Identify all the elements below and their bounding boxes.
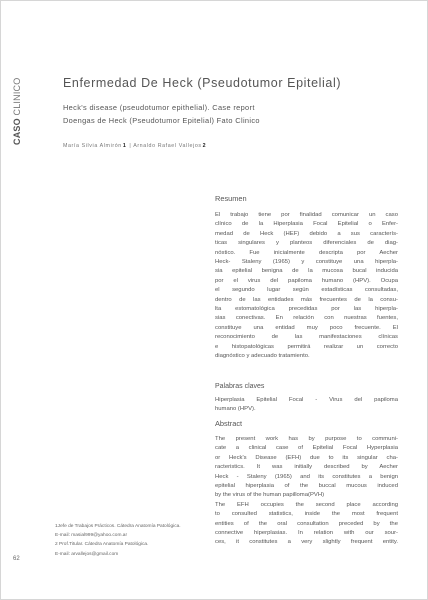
resumen-line: e histopatológicas permitirá realizar un correcto: [215, 343, 398, 350]
footnote-line: 2 Prof.Titular. Cátedra Anatomía Patológica.: [55, 542, 149, 548]
abstract-line: racteristics. It was initially described by Aecher: [215, 464, 398, 471]
footnote-line: E-mail: masial999@yahoo.com.ar: [55, 533, 128, 539]
abstract-heading: Abstract: [215, 419, 243, 428]
abstract-line: The EFH occupies the second place according: [215, 501, 398, 508]
abstract-line: Heck - Staleny (1965) and its constitutes a benign: [215, 473, 398, 480]
abstract-line: The present work has by purpose to communi-: [215, 436, 398, 442]
page-number: 62: [13, 556, 20, 562]
author-1: María Silvia Almirón: [63, 143, 122, 149]
resumen-line: El trabajo tiene por finalidad comunicar un caso: [215, 212, 398, 218]
resumen-line: Heck- Staleny (1965) y constituye una hiperpla-: [215, 259, 398, 266]
keywords-text: [215, 396, 398, 415]
resumen-line: sia epitelial benigna de la mucosa bucal inducida: [215, 268, 398, 275]
author-2: Arnaldo Rafael Vallejos: [133, 143, 202, 149]
abstract-line: by the virus of the human papilloma(PVH): [215, 492, 325, 499]
section-label: CASO CLINICO: [12, 77, 22, 145]
abstract-line: cate a clinical case of Epitelial Focal Hyperplasia: [215, 445, 398, 452]
abstract-text: [215, 435, 398, 548]
resumen-line: nóstico. Fue inicialmente descripta por Aecher: [215, 249, 398, 256]
author-1-superscript: 1: [122, 143, 127, 149]
abstract-line: entities of the oral consultation preceded by the: [215, 520, 398, 527]
resumen-line: ticas singulares y planteos diferenciales de diag-: [215, 240, 398, 247]
keywords-line: humano (HPV).: [215, 406, 256, 413]
abstract-line: or Heck's Disease (EFH) due to its singular cha-: [215, 454, 398, 461]
author-footnotes: [55, 522, 205, 559]
resumen-text: [215, 211, 398, 362]
keywords-line: Hiperplasia Epitelial Focal - Virus del papiloma: [215, 397, 398, 403]
resumen-line: diagnóstico y adecuado tratamiento.: [215, 353, 310, 360]
resumen-line: reconocimiento de las manifestaciones clínicas: [215, 334, 398, 341]
abstract-line: connective hiperplasias. In relation with our sour-: [215, 530, 398, 537]
abstract-line: ces, it constitutes a very slightly frequent entity.: [215, 539, 398, 546]
resumen-line: dentro de las entidades más frecuentes de la consu-: [215, 296, 398, 303]
portuguese-subtitle: Doengas de Heck (Pseudotumor Epitelial) Fato Clinico: [63, 116, 260, 125]
resumen-line: lta estomatológica precedidas por las hiperpla-: [215, 306, 398, 313]
resumen-line: el segundo lugar según estadísticas consultadas,: [215, 287, 398, 294]
footnote-line: E-mail: arvallejos@gmail.com: [55, 551, 119, 557]
resumen-line: constituye una entidad muy poco frecuente. El: [215, 324, 398, 331]
abstract-line: to consulted statistics, inside the most frequent: [215, 511, 398, 518]
resumen-line: medad de Heck (HEF) debido a sus caracterís-: [215, 230, 398, 237]
english-subtitle: Heck's disease (pseudotumor epithelial). Case report: [63, 103, 255, 112]
resumen-line: clínico de la Hiperplasia Focal Epitelial o Enfer-: [215, 221, 398, 228]
abstract-line: epitelial hiperplasia of the buccal mucous induced: [215, 483, 398, 490]
article-title: Enfermedad De Heck (Pseudotumor Epitelial): [63, 76, 342, 90]
author-2-superscript: 2: [202, 143, 207, 149]
resumen-line: sias conectivas. En relación con nuestras fuentes,: [215, 315, 398, 322]
keywords-heading: Palabras claves: [215, 383, 265, 390]
footnote-line: 1Jefe de Trabajos Prácticos. Cátedra Anatomía Patológica.: [55, 524, 181, 529]
authors-line: María Silvia Almirón1 | Arnaldo Rafael Vallejos2: [63, 143, 207, 149]
resumen-heading: Resumen: [215, 194, 247, 203]
resumen-line: por el virus del papiloma humano (HPV). Ocupa: [215, 277, 398, 284]
